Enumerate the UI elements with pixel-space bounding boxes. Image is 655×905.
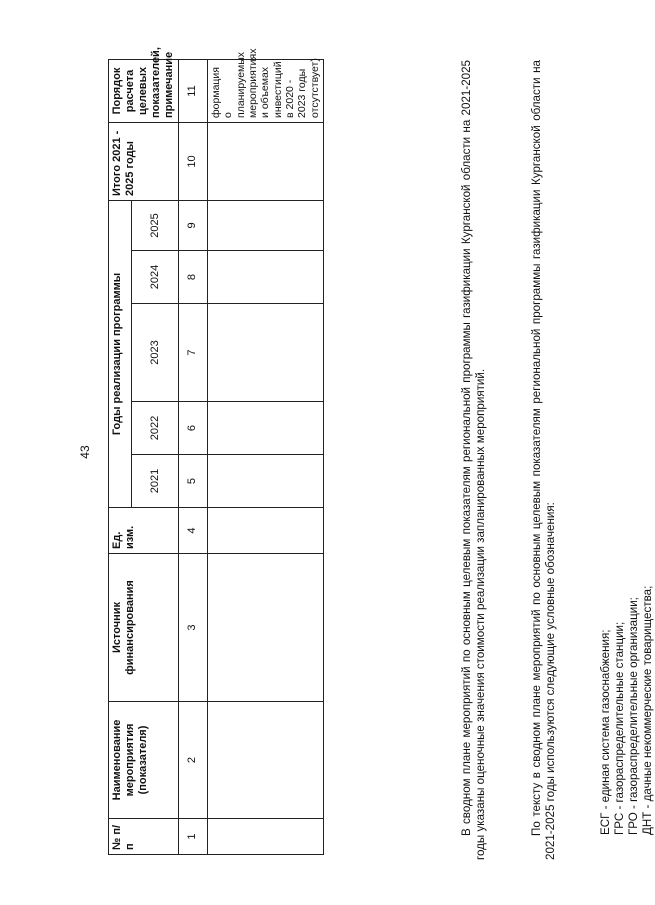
table-cell: [207, 402, 323, 455]
table-cell: [207, 819, 323, 855]
table-cell: [207, 251, 323, 304]
table-cell: [207, 122, 323, 200]
column-number-cell: 2: [178, 702, 207, 819]
header-year: 2024: [132, 251, 179, 304]
column-number-cell: 6: [178, 402, 207, 455]
table-cell: [207, 554, 323, 702]
column-number-cell: 1: [178, 819, 207, 855]
note-cell: формация о планируемых мероприятиях и объемах инвестиций в 2020 - 2023 годы отсутствует): [207, 59, 323, 122]
column-number-cell: 11: [178, 59, 207, 122]
abbreviation-item: ГРО - газораспределительные организации;: [627, 597, 640, 835]
paragraph-intro-text: В сводном плане мероприятий по основным целевым показателям региональной программы газификации Курганской области на 2021-2025 годы указаны оценочные значения стоимости реализации запланированных мероприятий.: [460, 60, 487, 860]
column-number-cell: 4: [178, 508, 207, 554]
column-number-cell: 7: [178, 304, 207, 402]
indicators-table: [108, 47, 324, 855]
abbreviation-list: [599, 55, 655, 835]
abbreviation-item: ГРС - газораспределительные станции;: [613, 621, 626, 835]
abbreviation-item: ЕСГ - единая система газоснабжения;: [599, 629, 612, 835]
page-number: 43: [78, 445, 92, 459]
header-number: № п/п: [109, 819, 179, 855]
paragraph-legend-intro: [530, 60, 558, 860]
header-unit: Ед. изм.: [109, 508, 179, 554]
column-number-cell: 3: [178, 554, 207, 702]
header-year: 2021: [132, 455, 179, 508]
paragraph-intro: [460, 60, 488, 860]
table-cell: [207, 455, 323, 508]
header-year: 2025: [132, 200, 179, 250]
table-cell: [207, 702, 323, 819]
table-cell: [207, 200, 323, 250]
header-measure-name: Наименование мероприятия (показателя): [109, 702, 179, 819]
header-funding-source: Источник финансирования: [109, 554, 179, 702]
header-year: 2023: [132, 304, 179, 402]
table-cell: [207, 304, 323, 402]
column-number-cell: 5: [178, 455, 207, 508]
table-cell: [207, 508, 323, 554]
abbreviation-item: ДНТ - дачные некоммерческие товарищества;: [641, 585, 654, 835]
header-note: Порядок расчета целевых показателей, примечание: [109, 59, 179, 122]
column-number-cell: 9: [178, 200, 207, 250]
header-program-years: Годы реализации программы: [109, 200, 132, 507]
column-number-cell: 10: [178, 122, 207, 200]
header-year: 2022: [132, 402, 179, 455]
header-total: Итого 2021 - 2025 годы: [109, 122, 179, 200]
column-number-cell: 8: [178, 251, 207, 304]
paragraph-legend-intro-text: По тексту в сводном плане мероприятий по основным целевым показателям региональной программы газификации Курганской области на 2021-2025 годы используются следующие условные обозначения:: [530, 60, 557, 860]
